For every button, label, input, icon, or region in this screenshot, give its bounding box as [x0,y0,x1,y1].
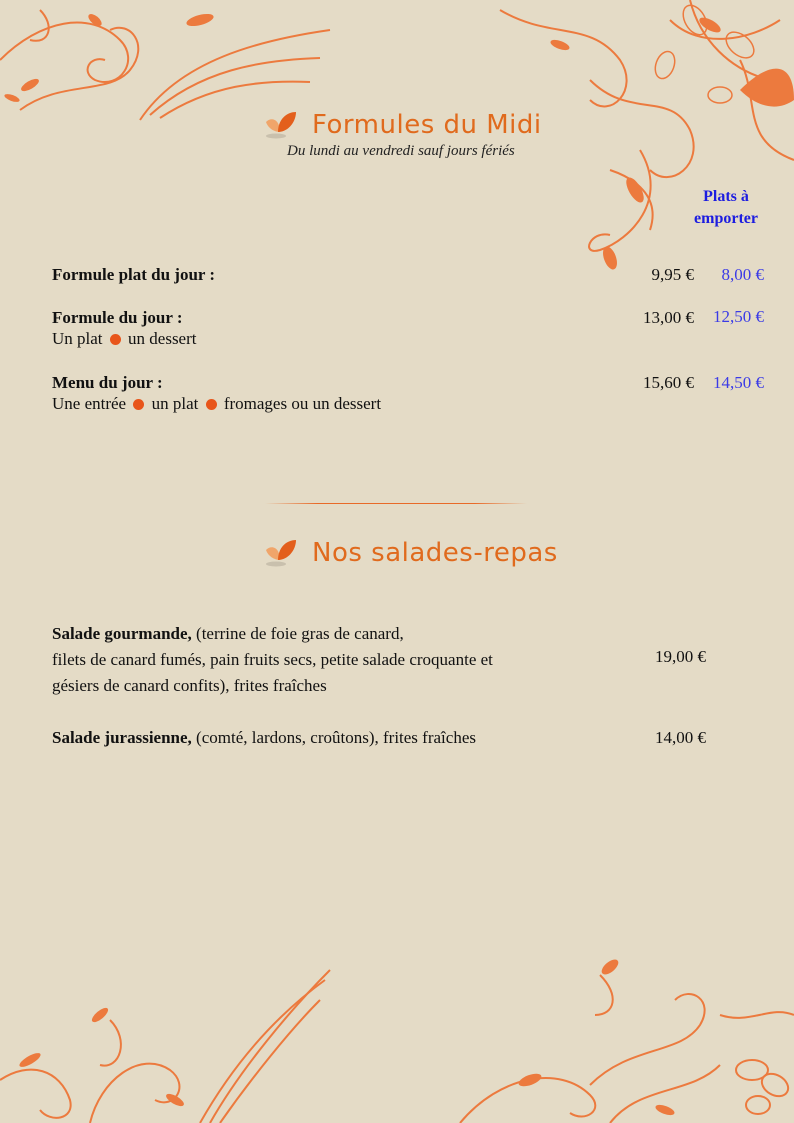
desc-part: un dessert [128,329,197,348]
menu-item-takeaway-price: 8,00 € [721,265,764,284]
salad-price: 19,00 € [655,647,706,666]
salad-line-1 [52,725,476,751]
bottom-right-flourish [440,955,794,1123]
salad-line-1 [52,621,493,647]
orange-leaf-icon [262,110,298,140]
menu-item-name: Formule plat du jour : [52,265,216,284]
salad-name: Salade jurassienne, [52,728,192,747]
takeaway-column-header: Plats à emporter [694,188,758,227]
salades-title: Nos salades-repas [312,538,558,568]
orange-leaf-icon [262,538,298,568]
formules-title: Formules du Midi [312,110,542,140]
top-right-flourish [440,0,794,280]
salad-item [52,621,493,699]
menu-item-price: 15,60 € [643,373,694,392]
menu-item [52,307,197,349]
formules-subtitle: Du lundi au vendredi sauf jours fériés [287,143,515,159]
salad-line-2: filets de canard fumés, pain fruits secs, petite salade croquante et [52,650,493,669]
menu-item-takeaway-price: 12,50 € [713,307,764,326]
desc-part: Une entrée [52,394,127,413]
menu-item-price: 9,95 € [651,265,694,284]
menu-item-description [52,328,197,349]
section-divider [265,503,527,504]
menu-item-description [52,393,381,414]
bullet-icon [133,399,144,410]
desc-part: fromages ou un dessert [223,394,382,413]
menu-item [52,264,215,285]
bullet-icon [110,334,121,345]
salad-item [52,725,476,751]
menu-item-price: 13,00 € [643,308,694,327]
bottom-left-flourish [0,960,340,1123]
formules-title-row [262,110,542,140]
salad-desc: (terrine de foie gras de canard, [191,624,404,643]
salades-title-row [262,538,558,568]
salad-price: 14,00 € [655,728,706,747]
desc-part: Un plat [52,329,103,348]
menu-item [52,372,381,414]
menu-item-name: Menu du jour : [52,373,163,392]
desc-part: un plat [151,394,199,413]
bullet-icon [206,399,217,410]
salad-desc: (comté, lardons, croûtons), frites fraîches [191,728,476,747]
menu-item-takeaway-price: 14,50 € [713,373,764,392]
salad-name: Salade gourmande, [52,624,192,643]
salad-line-3: gésiers de canard confits), frites fraîches [52,676,327,695]
menu-item-name: Formule du jour : [52,308,183,327]
